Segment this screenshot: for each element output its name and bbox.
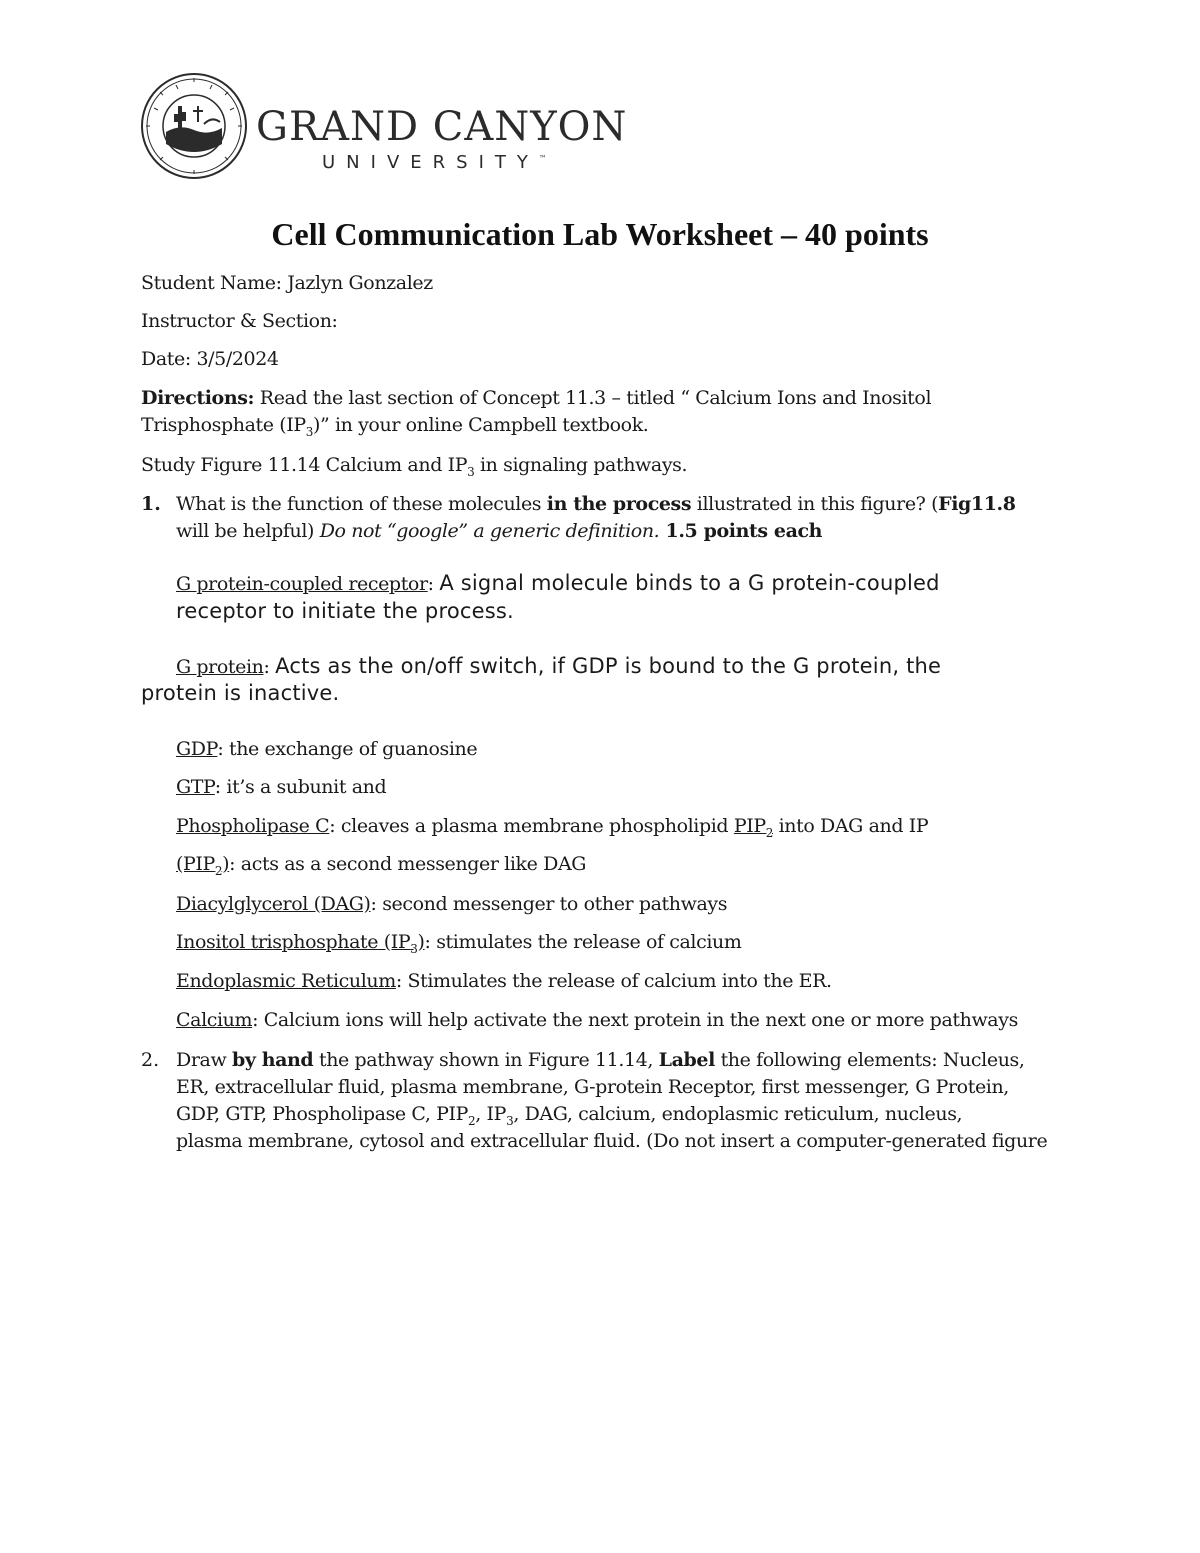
answer-calcium: Calcium: Calcium ions will help activate the next protein in the next one or more pathways [176, 1009, 1018, 1031]
question-1-number: 1. [141, 493, 161, 515]
logo-wordmark: GRAND CANYON [256, 104, 628, 150]
answer-ip3: Inositol trisphosphate $(IP_3)$: stimulates the release of calcium [176, 931, 742, 956]
question-2-number: 2. [141, 1049, 160, 1071]
question-1-line-1: What is the function of these molecules in the process illustrated in this figure? (Fig11.8 [176, 493, 1016, 515]
study-figure-line: Study Figure 11.14 Calcium and $IP_3$ in signaling pathways. [141, 454, 688, 479]
answer-gdp: GDP: the exchange of guanosine [176, 738, 478, 760]
question-2-line-4: plasma membrane, cytosol and extracellular fluid. (Do not insert a computer-generated figure [176, 1130, 1048, 1152]
question-1-line-2: will be helpful) Do not “google” a generic definition. 1.5 points each [176, 520, 823, 542]
directions-line-1: Directions: Read the last section of Concept 11.3 – titled “ Calcium Ions and Inositol [141, 387, 932, 409]
university-seal-icon [140, 72, 248, 180]
question-2-line-1: Draw by hand the pathway shown in Figure 11.14, Label the following elements: Nucleus, [176, 1049, 1025, 1071]
page-title: Cell Communication Lab Worksheet – 40 points [271, 216, 929, 252]
date: Date: 3/5/2024 [141, 348, 279, 370]
answer-gpcr: G protein-coupled receptor: A signal molecule binds to a G protein-coupled [176, 571, 940, 595]
answer-g-protein-cont: protein is inactive. [141, 681, 340, 705]
instructor-section: Instructor & Section: [141, 310, 338, 332]
answer-dag: Diacylglycerol (DAG): second messenger to other pathways [176, 893, 728, 915]
answer-pip2: $(PIP_2)$: acts as a second messenger like DAG [176, 853, 587, 878]
answer-er: Endoplasmic Reticulum: Stimulates the release of calcium into the ER. [176, 970, 832, 992]
question-2-line-3: GDP, GTP, Phospholipase C, $PIP_2$, $IP_3$, DAG, calcium, endoplasmic reticulum, nucleus, [176, 1103, 963, 1128]
answer-phospholipase-c: Phospholipase C: cleaves a plasma membrane phospholipid $PIP_2$ into DAG and IP [176, 815, 929, 840]
directions-line-2: Trisphosphate $(IP_3)$” in your online Campbell textbook. [141, 414, 649, 439]
answer-g-protein: G protein: Acts as the on/off switch, if GDP is bound to the G protein, the [176, 654, 942, 678]
answer-gtp: GTP: it’s a subunit and [176, 776, 387, 798]
logo-subtitle: UNIVERSITY™ [322, 152, 547, 173]
answer-gpcr-cont: receptor to initiate the process. [176, 599, 514, 623]
student-name: Student Name: Jazlyn Gonzalez [141, 272, 433, 294]
question-2-line-2: ER, extracellular fluid, plasma membrane, G-protein Receptor, first messenger, G Protein, [176, 1076, 1009, 1098]
